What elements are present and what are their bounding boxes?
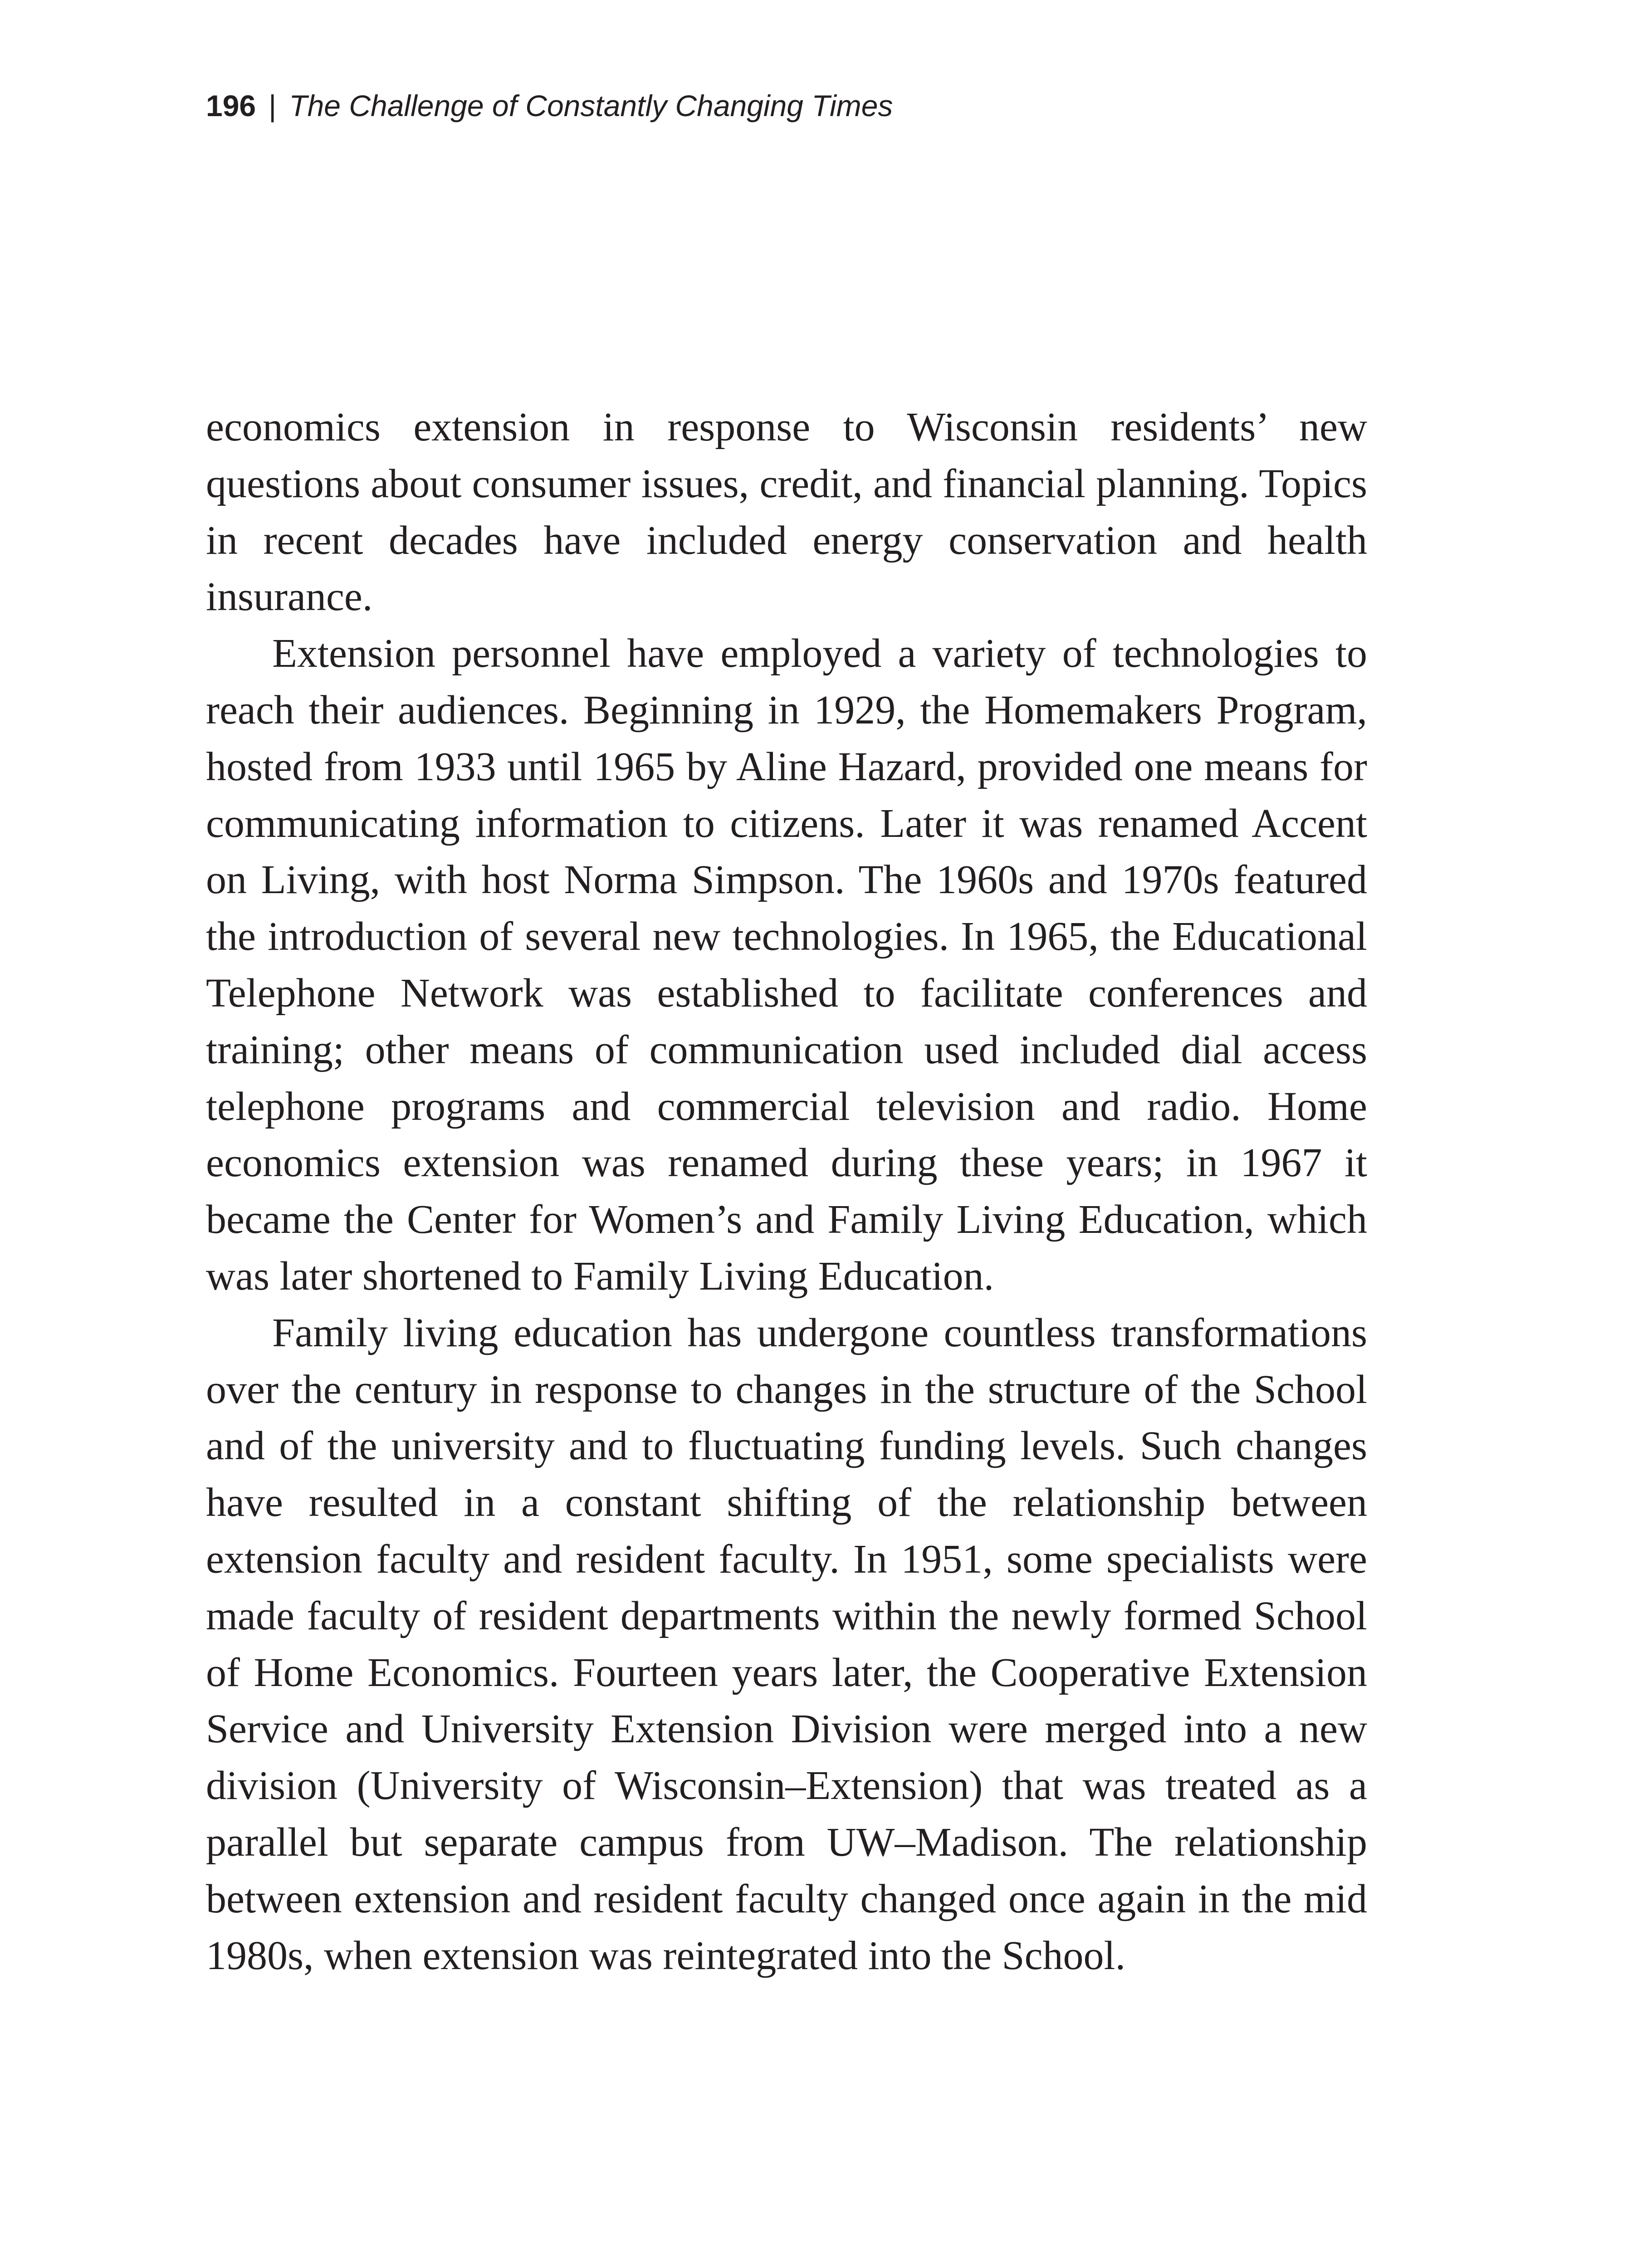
page-number: 196: [206, 89, 256, 122]
header-separator: |: [269, 89, 277, 122]
body-text: [206, 399, 1367, 1984]
running-title: The Challenge of Constantly Changing Times: [289, 89, 893, 122]
running-head: [206, 91, 893, 121]
paragraph-technologies: Extension personnel have employed a variety of technologies to reach their audiences. Beginning in 1929, the Homemakers Program, hosted from 1933 until 1965 by Aline Hazard, provided one means for communicating information to citizens. Later it was renamed Accent on Living, with host Norma Simpson. The 1960s and 1970s featured the introduction of several new technologies. In 1965, the Educational Telephone Network was established to facilitate conferences and training; other means of communication used included dial access telephone programs and commercial television and radio. Home economics extension was renamed during these years; in 1967 it became the Center for Women’s and Family Living Education, which was later shortened to Family Living Education.: [206, 631, 1367, 1299]
paragraph-continued: economics extension in response to Wisconsin residents’ new questions about consumer issues, credit, and financial planning. Topics in recent decades have included energy conservation and health insurance.: [206, 405, 1367, 620]
paragraph-family-living: Family living education has undergone countless transformations over the century in response to changes in the structure of the School and of the university and to fluctuating funding levels. Such changes have resulted in a constant shifting of the relationship between extension faculty and resident faculty. In 1951, some specialists were made faculty of resident departments within the newly formed School of Home Economics. Fourteen years later, the Cooperative Extension Service and University Extension Division were merged into a new division (University of Wisconsin–Extension) that was treated as a parallel but separate campus from UW–Madison. The relationship between extension and resident faculty changed once again in the mid 1980s, when extension was reintegrated into the School.: [206, 1310, 1367, 1978]
